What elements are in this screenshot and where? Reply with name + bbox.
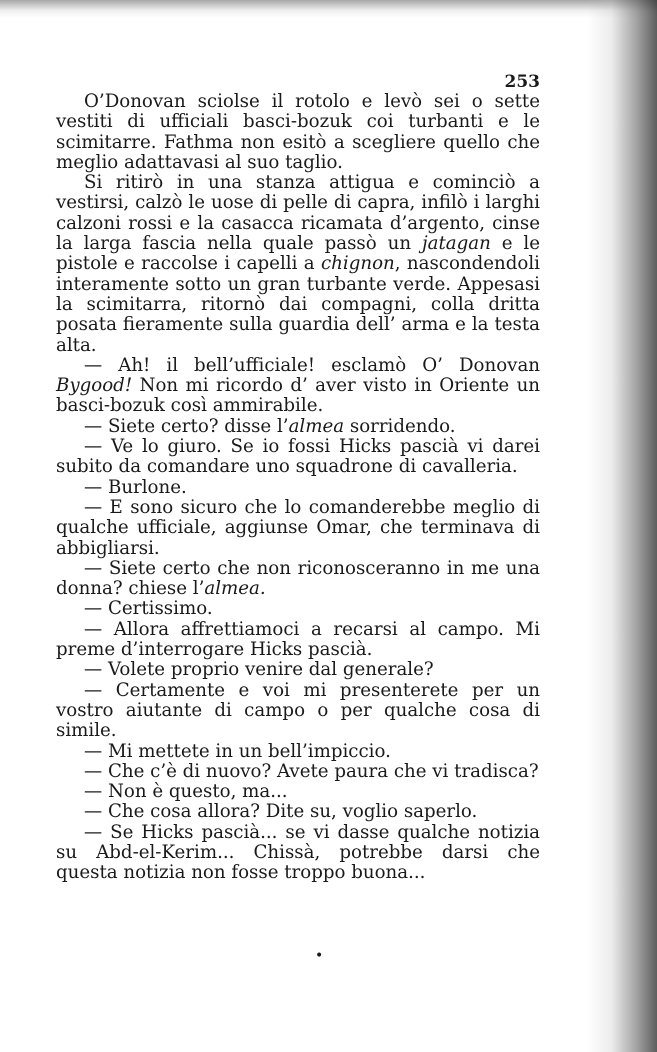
- text-run: — Mi mettete in un bell’impiccio.: [84, 740, 391, 762]
- paragraph: [56, 620, 540, 661]
- paragraph: [56, 762, 540, 782]
- text-run: — Allora affrettiamoci a recarsi al campo. Mi preme d’interrogare Hicks pascià.: [56, 618, 540, 661]
- text-run: — Se Hicks pascià... se vi dasse qualche notizia su Abd-el-Kerim... Chissà, potrebbe darsi che questa notizia non fosse troppo buona...: [56, 821, 540, 884]
- text-run: — Che cosa allora? Dite su, voglio saperlo.: [84, 801, 478, 823]
- paragraph: [56, 478, 540, 498]
- italic-text: Bygood!: [56, 375, 133, 397]
- paragraph: [56, 417, 540, 437]
- text-run: — Volete proprio venire dal generale?: [84, 659, 434, 681]
- text-run: — Siete certo? disse l’: [84, 415, 289, 437]
- paragraph: [56, 173, 540, 356]
- text-run: sorridendo.: [344, 415, 456, 437]
- italic-text: almea: [288, 415, 345, 437]
- text-run: — Ah! il bell’ufficiale! esclamò O’ Donovan: [84, 354, 540, 376]
- text-run: O’Donovan sciolse il rotolo e levò sei o sette vestiti di ufficiali basci-bozuk coi turbanti e le scimitarre. Fathma non esitò a scegliere quello che meglio adattavasi al suo taglio.: [56, 91, 540, 173]
- scan-binding-shadow: [587, 0, 657, 1052]
- text-run: — Certamente e voi mi presenterete per un vostro aiutante di campo o per qualche cosa di simile.: [56, 679, 540, 742]
- italic-text: almea.: [204, 578, 266, 600]
- paragraph: [56, 599, 540, 619]
- text-run: — Ve lo giuro. Se io fossi Hicks pascià vi darei subito da comandare uno squadrone di cavalleria.: [56, 436, 540, 478]
- paragraph: [56, 356, 540, 417]
- footer-mark: •: [315, 948, 324, 964]
- text-run: e le pistole e raccolse i capelli a: [56, 233, 540, 275]
- text-run: — Siete certo che non riconosceranno in me una donna? chiese l’: [56, 557, 540, 600]
- paragraph: [56, 437, 540, 478]
- paragraph: [56, 802, 540, 822]
- paragraph: [56, 92, 540, 173]
- paragraph: [56, 660, 540, 680]
- paragraph: [56, 498, 540, 559]
- body-text: [56, 92, 540, 884]
- italic-text: jatagan: [421, 233, 491, 255]
- paragraph: [56, 823, 540, 884]
- paragraph: [56, 681, 540, 742]
- paragraph: [56, 782, 540, 802]
- page-number: 253: [504, 72, 540, 92]
- scan-top-shadow: [0, 0, 657, 18]
- italic-text: chignon: [321, 253, 395, 275]
- text-run: — E sono sicuro che lo comanderebbe meglio di qualche ufficiale, aggiunse Omar, che terminava di abbigliarsi.: [56, 496, 540, 559]
- text-run: — Che c’è di nuovo? Avete paura che vi tradisca?: [84, 760, 539, 782]
- text-run: Si ritirò in una stanza attigua e cominciò a vestirsi, calzò le uose di pelle di capra, infilò i larghi calzoni rossi e la casacca ricamata d’argento, cinse la larga fascia nella quale passò un: [56, 172, 540, 255]
- text-run: , nascondendoli interamente sotto un gran turbante verde. Appesasi la scimitarra, ritornò dai compagni, colla dritta posata fieramente sulla guardia dell’ arma e la testa alta.: [56, 253, 540, 356]
- paragraph: [56, 742, 540, 762]
- text-run: — Certissimo.: [84, 598, 213, 620]
- text-run: Non mi ricordo d’ aver visto in Oriente un basci-bozuk così ammirabile.: [56, 375, 540, 417]
- paragraph: [56, 559, 540, 600]
- text-run: — Non è questo, ma...: [84, 781, 288, 803]
- text-run: — Burlone.: [84, 476, 187, 498]
